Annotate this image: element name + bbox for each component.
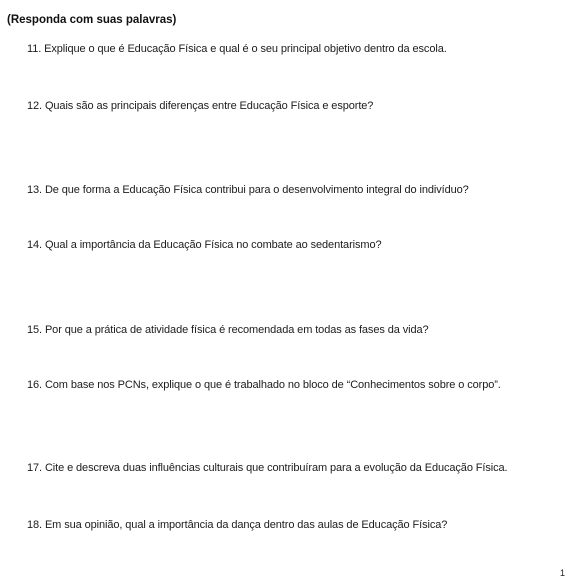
question-16: 16. Com base nos PCNs, explique o que é trabalhado no bloco de “Conhecimentos sobre o corpo”. <box>27 379 501 391</box>
question-12: 12. Quais são as principais diferenças entre Educação Física e esporte? <box>27 100 374 112</box>
question-13: 13. De que forma a Educação Física contribui para o desenvolvimento integral do indivíduo? <box>27 184 469 196</box>
question-18: 18. Em sua opinião, qual a importância da dança dentro das aulas de Educação Física? <box>27 519 448 531</box>
page-number: 1 <box>559 568 565 578</box>
instruction-heading: (Responda com suas palavras) <box>7 14 177 26</box>
question-17: 17. Cite e descreva duas influências culturais que contribuíram para a evolução da Educação Física. <box>27 462 508 474</box>
question-15: 15. Por que a prática de atividade física é recomendada em todas as fases da vida? <box>27 324 429 336</box>
question-11: 11. Explique o que é Educação Física e qual é o seu principal objetivo dentro da escola. <box>27 43 447 55</box>
question-14: 14. Qual a importância da Educação Física no combate ao sedentarismo? <box>27 239 382 251</box>
